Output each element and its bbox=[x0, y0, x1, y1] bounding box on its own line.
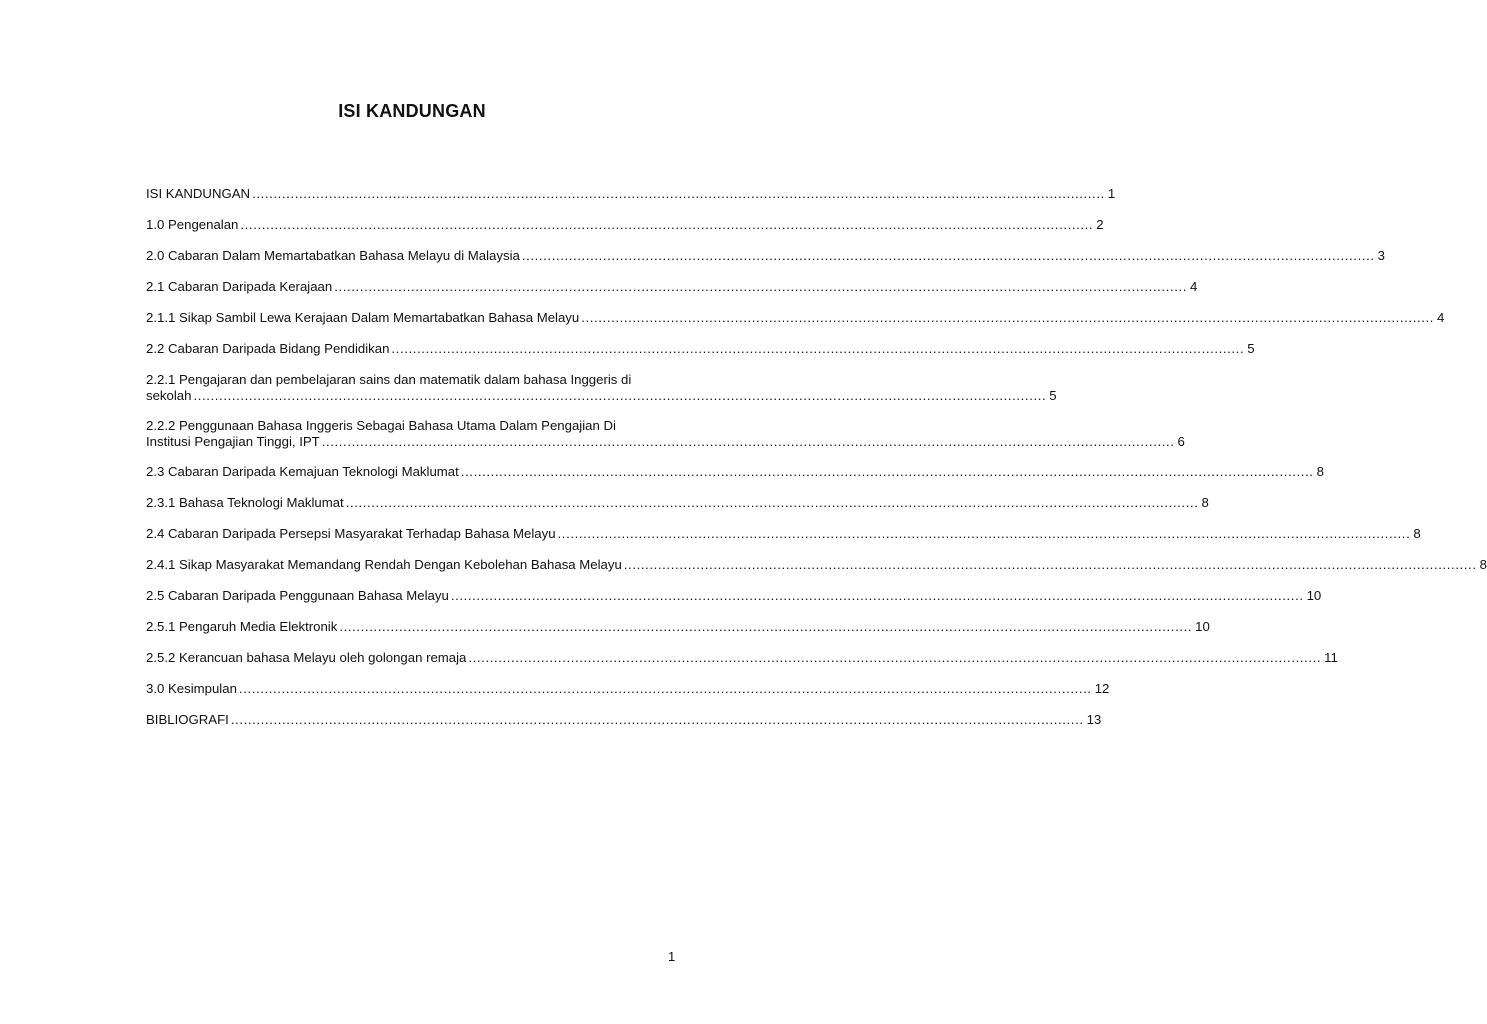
toc-entry bbox=[146, 712, 1102, 743]
toc-leader-dots: ........................................................................................................................................................................................................ bbox=[193, 388, 1047, 403]
toc-entry bbox=[146, 279, 1198, 310]
toc-entry-title: 2.5.1 Pengaruh Media Elektronik bbox=[146, 619, 338, 634]
toc-leader-dots: ........................................................................................................................................................................................................ bbox=[581, 310, 1435, 325]
toc-entry bbox=[146, 372, 1057, 418]
toc-entry-line bbox=[146, 341, 1255, 357]
toc-entry bbox=[146, 341, 1255, 372]
toc-leader-dots: ........................................................................................................................................................................................................ bbox=[339, 619, 1193, 634]
toc-entry-title: 3.0 Kesimpulan bbox=[146, 681, 237, 696]
toc-entry-title: 2.4.1 Sikap Masyarakat Memandang Rendah Dengan Kebolehan Bahasa Melayu bbox=[146, 557, 622, 572]
toc-page-number: 13 bbox=[1086, 712, 1102, 727]
toc-entry-line bbox=[146, 279, 1198, 295]
toc-entry-line bbox=[146, 526, 1421, 542]
toc-entry-line bbox=[146, 557, 1487, 573]
toc-page-number: 10 bbox=[1306, 588, 1322, 603]
toc-entry-title: BIBLIOGRAFI bbox=[146, 712, 229, 727]
toc-page-number: 8 bbox=[1479, 557, 1487, 572]
toc-page-number: 8 bbox=[1413, 526, 1421, 541]
toc-entry-line bbox=[146, 619, 1210, 635]
toc-leader-dots: ........................................................................................................................................................................................................ bbox=[557, 526, 1411, 541]
toc-entry-line bbox=[146, 681, 1110, 697]
toc-page-number: 10 bbox=[1195, 619, 1210, 634]
toc-page-number: 3 bbox=[1377, 248, 1385, 263]
toc-page-number: 8 bbox=[1201, 495, 1209, 510]
toc-entry-title: 2.2 Cabaran Daripada Bidang Pendidikan bbox=[146, 341, 390, 356]
toc-entry-line bbox=[146, 495, 1209, 511]
page-title: ISI KANDUNGAN bbox=[338, 101, 486, 121]
table-of-contents bbox=[146, 186, 1487, 743]
toc-leader-dots: ........................................................................................................................................................................................................ bbox=[321, 434, 1175, 449]
toc-entry-title-line: 2.2.1 Pengajaran dan pembelajaran sains dan matematik dalam bahasa Inggeris di bbox=[146, 372, 632, 387]
toc-page-number: 2 bbox=[1096, 217, 1104, 232]
toc-entry bbox=[146, 619, 1210, 650]
toc-page-number: 5 bbox=[1049, 388, 1057, 403]
toc-entry bbox=[146, 217, 1104, 248]
toc-entry-title: 2.3.1 Bahasa Teknologi Maklumat bbox=[146, 495, 344, 510]
toc-page-number: 6 bbox=[1177, 434, 1185, 449]
toc-entry bbox=[146, 495, 1209, 526]
toc-leader-dots: ........................................................................................................................................................................................................ bbox=[468, 650, 1322, 665]
toc-entry-line bbox=[146, 464, 1324, 480]
toc-page-number: 4 bbox=[1190, 279, 1198, 294]
toc-leader-dots: ........................................................................................................................................................................................................ bbox=[238, 681, 1092, 696]
toc-entry bbox=[146, 588, 1322, 619]
toc-entry-title: 2.5 Cabaran Daripada Penggunaan Bahasa Melayu bbox=[146, 588, 449, 603]
toc-entry-line bbox=[146, 650, 1338, 666]
toc-leader-dots: ........................................................................................................................................................................................................ bbox=[230, 712, 1084, 727]
toc-entry bbox=[146, 650, 1338, 681]
toc-entry-line bbox=[146, 186, 1116, 202]
toc-entry bbox=[146, 557, 1487, 588]
toc-page-number: 8 bbox=[1316, 464, 1324, 479]
toc-leader-dots: ........................................................................................................................................................................................................ bbox=[450, 588, 1304, 603]
toc-entry bbox=[146, 418, 1185, 464]
toc-entry-line bbox=[146, 434, 1185, 450]
toc-entry bbox=[146, 526, 1421, 557]
toc-entry bbox=[146, 248, 1385, 279]
toc-leader-dots: ........................................................................................................................................................................................................ bbox=[240, 217, 1094, 232]
toc-page-number: 12 bbox=[1094, 681, 1110, 696]
toc-entry-title: 1.0 Pengenalan bbox=[146, 217, 239, 232]
toc-entry bbox=[146, 681, 1110, 712]
toc-entry-line bbox=[146, 248, 1385, 264]
toc-entry-title: ISI KANDUNGAN bbox=[146, 186, 251, 201]
toc-entry-title: 2.1.1 Sikap Sambil Lewa Kerajaan Dalam Memartabatkan Bahasa Melayu bbox=[146, 310, 580, 325]
toc-leader-dots: ........................................................................................................................................................................................................ bbox=[623, 557, 1477, 572]
toc-leader-dots: ........................................................................................................................................................................................................ bbox=[345, 495, 1199, 510]
toc-entry-title: 2.4 Cabaran Daripada Persepsi Masyarakat Terhadap Bahasa Melayu bbox=[146, 526, 556, 541]
toc-leader-dots: ........................................................................................................................................................................................................ bbox=[521, 248, 1375, 263]
toc-entry-title: Institusi Pengajian Tinggi, IPT bbox=[146, 434, 320, 449]
toc-entry-line bbox=[146, 217, 1104, 233]
toc-page-number: 1 bbox=[1107, 186, 1116, 201]
toc-entry-title: 2.1 Cabaran Daripada Kerajaan bbox=[146, 279, 333, 294]
toc-leader-dots: ........................................................................................................................................................................................................ bbox=[252, 186, 1105, 201]
toc-entry-line bbox=[146, 588, 1322, 604]
toc-page-number: 5 bbox=[1247, 341, 1255, 356]
toc-entry-title-line: 2.2.2 Penggunaan Bahasa Inggeris Sebagai Bahasa Utama Dalam Pengajian Di bbox=[146, 418, 616, 433]
toc-leader-dots: ........................................................................................................................................................................................................ bbox=[460, 464, 1314, 479]
toc-entry bbox=[146, 186, 1116, 217]
toc-entry-title: 2.3 Cabaran Daripada Kemajuan Teknologi Maklumat bbox=[146, 464, 459, 479]
toc-entry-title: 2.5.2 Kerancuan bahasa Melayu oleh golongan remaja bbox=[146, 650, 467, 665]
toc-entry-line bbox=[146, 310, 1445, 326]
toc-entry-title: 2.0 Cabaran Dalam Memartabatkan Bahasa Melayu di Malaysia bbox=[146, 248, 520, 263]
toc-leader-dots: ........................................................................................................................................................................................................ bbox=[334, 279, 1187, 294]
toc-entry-line bbox=[146, 712, 1102, 728]
toc-leader-dots: ........................................................................................................................................................................................................ bbox=[391, 341, 1245, 356]
toc-page-number: 4 bbox=[1437, 310, 1445, 325]
toc-entry bbox=[146, 310, 1445, 341]
toc-page-number: 11 bbox=[1324, 650, 1338, 665]
toc-entry-title: sekolah bbox=[146, 388, 192, 403]
toc-entry-line bbox=[146, 388, 1057, 404]
toc-entry bbox=[146, 464, 1324, 495]
page-number: 1 bbox=[668, 949, 676, 964]
